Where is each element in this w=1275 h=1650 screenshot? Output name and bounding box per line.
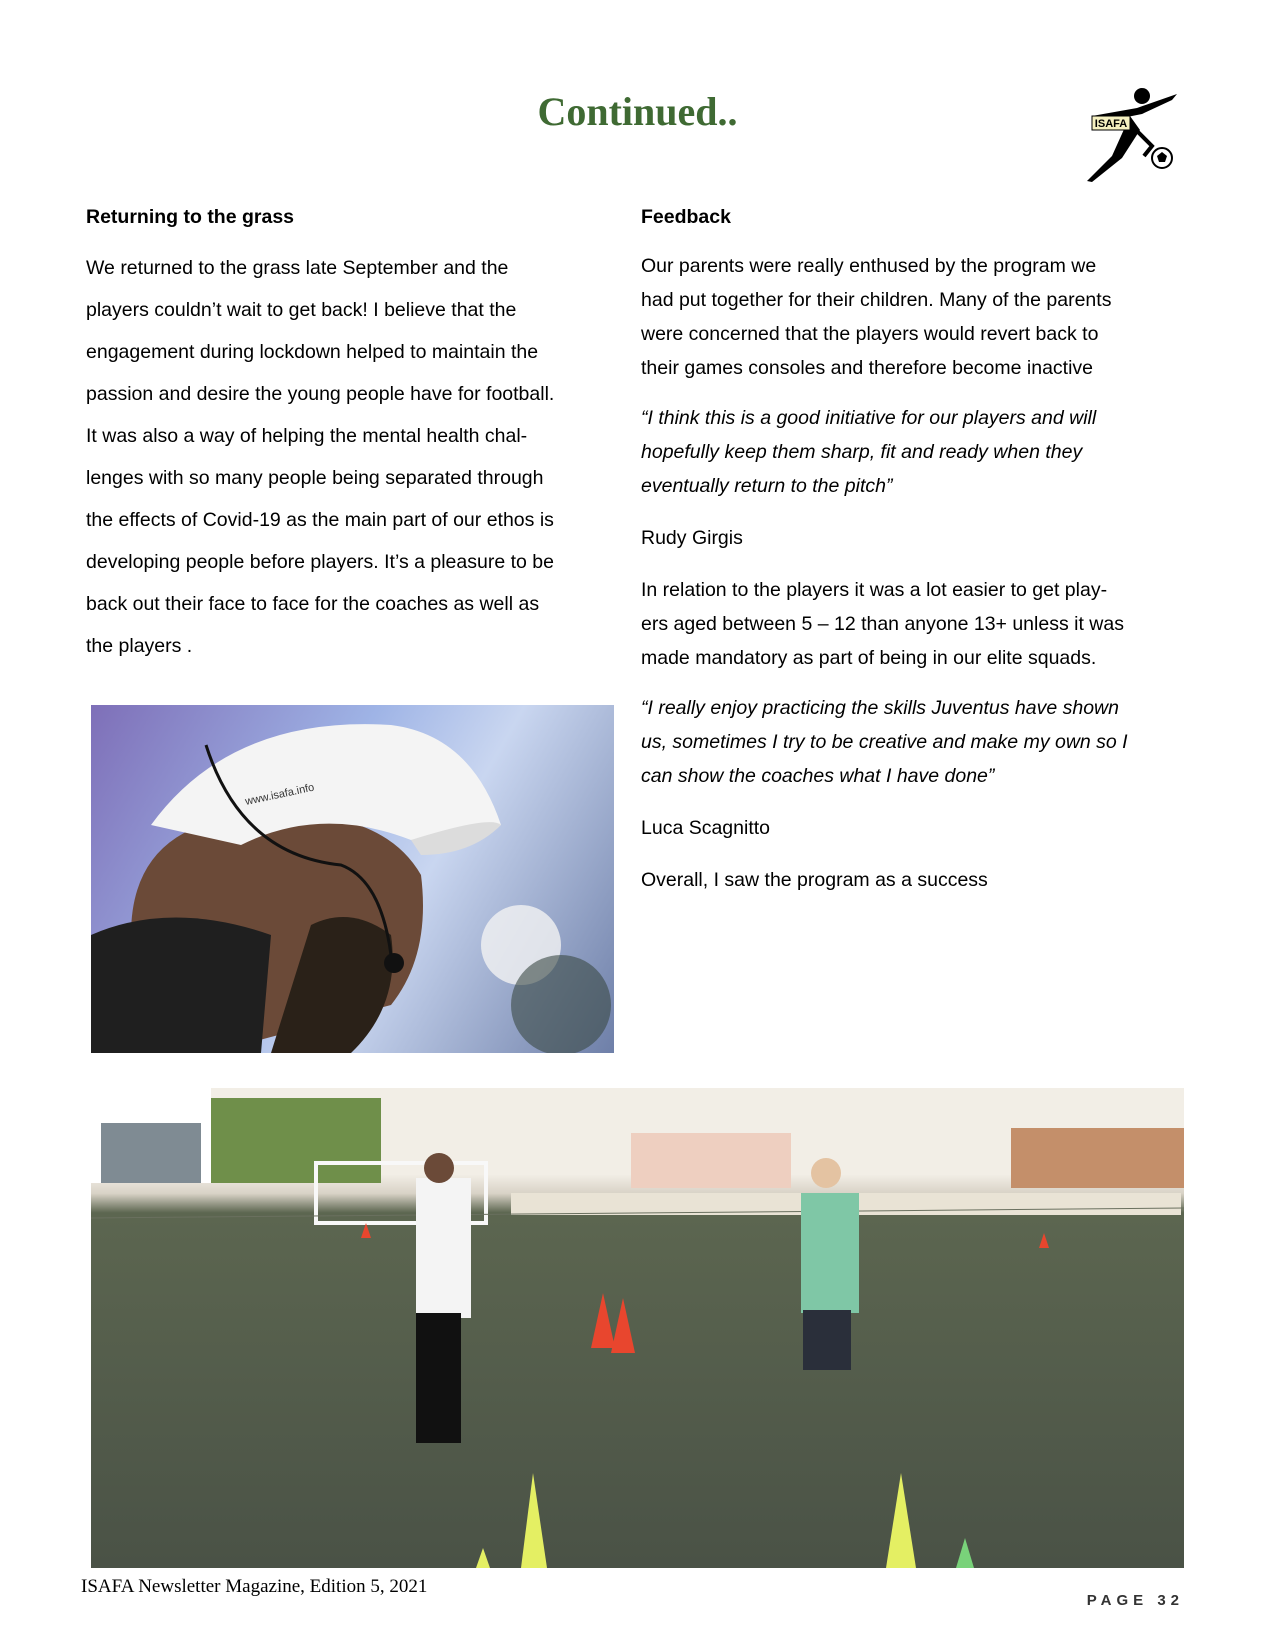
isafa-logo	[1082, 86, 1182, 186]
feedback-paragraph-1: Our parents were really enthused by the program we had put together for their children. Many of the parents were concerned that the players would revert back to their games consoles and therefore become inactive	[641, 255, 1112, 379]
page-title: Continued..	[537, 89, 738, 134]
returning-paragraph: We returned to the grass late September and the players couldn’t wait to get back! I believe that the engagement during lockdown helped to maintain the passion and desire the young people have for football. It was also a way of helping the mental health chal- lenges with so many people being separated through the effects of Covid-19 as the main part of our ethos is developing people before players. It’s a pleasure to be back out their face to face for the coaches as well as the players .	[86, 257, 555, 657]
feedback-paragraph-3: Overall, I saw the program as a success	[641, 869, 988, 891]
svg-text:ISAFA: ISAFA	[1094, 118, 1128, 130]
coach-headset-photo	[91, 705, 614, 1053]
training-field-photo	[91, 1088, 1184, 1568]
section-heading-returning: Returning to the grass	[86, 206, 295, 228]
parent-quote: “I think this is a good initiative for our players and will hopefully keep them sharp, fit and ready when they eventually return to the pitch”	[641, 407, 1097, 497]
quote-attribution-2: Luca Scagnitto	[641, 817, 771, 839]
section-heading-feedback: Feedback	[641, 206, 731, 228]
feedback-paragraph-2: In relation to the players it was a lot easier to get play- ers aged between 5 – 12 than anyone 13+ unless it was made mandatory as part of being in our elite squads.	[641, 579, 1124, 669]
cap-text: www.isafa.info	[244, 781, 316, 808]
player-quote: “I really enjoy practicing the skills Juventus have shown us, sometimes I try to be creative and make my own so I can show the coaches what I have done”	[641, 697, 1128, 787]
quote-attribution-1: Rudy Girgis	[641, 527, 743, 549]
left-column	[86, 206, 592, 667]
page-number: PAGE 32	[1086, 1592, 1184, 1609]
footer-publication: ISAFA Newsletter Magazine, Edition 5, 2021	[81, 1576, 428, 1597]
right-column	[641, 206, 1181, 897]
